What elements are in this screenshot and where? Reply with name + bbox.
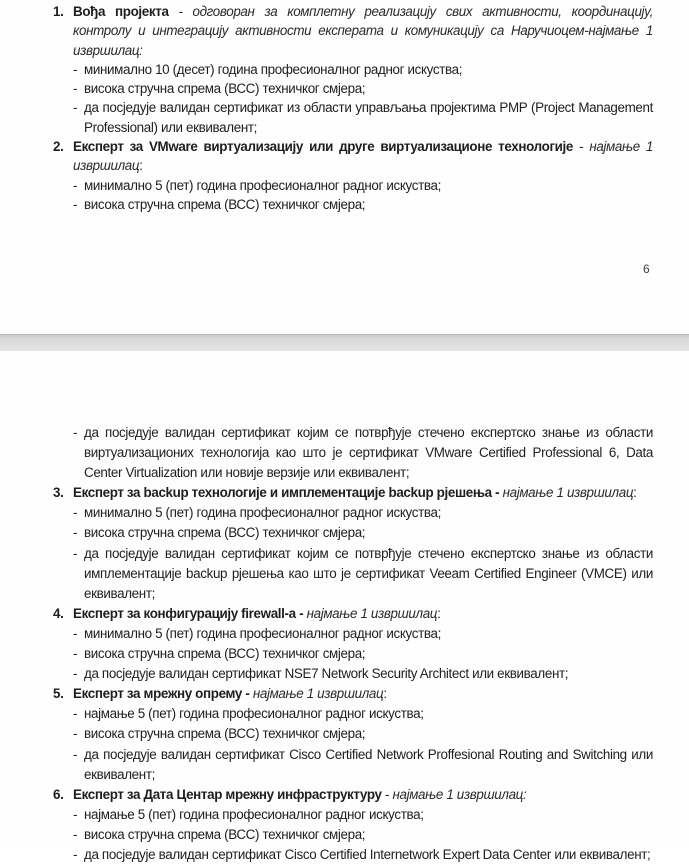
dash-bullet: - (73, 505, 78, 521)
list-item-datacenter-expert (53, 785, 653, 865)
dash-bullet: - (73, 846, 78, 862)
item-description: најмање 1 извршилац (73, 139, 653, 174)
page-6-content (53, 2, 653, 214)
list-item-vmware-expert (53, 137, 653, 214)
dash-bullet: - (73, 826, 78, 842)
requirement: - минимално 5 (пет) година професионалног радног искуства; (73, 176, 653, 195)
dash-bullet: - (73, 646, 78, 662)
requirement: - минимално 5 (пет) година професионалног радног искуства; (73, 624, 653, 644)
requirement: - висока стручна спрема (ВСС) техничког смјера; (73, 195, 653, 214)
item-heading: Експерт за конфигурацију firewall-a - најмање 1 извршилац: (73, 605, 441, 621)
dash-bullet: - (73, 525, 78, 541)
item-number: 2. (53, 139, 64, 155)
dash-bullet: - (73, 61, 78, 77)
dash-bullet: - (73, 196, 78, 212)
list-item-firewall-expert (53, 604, 653, 684)
item-description: најмање 1 извршилац (252, 686, 384, 702)
list-item-project-leader (53, 2, 653, 137)
requirement: - минимално 10 (десет) година професионалног радног искуства; (73, 60, 653, 79)
dash-bullet: - (73, 81, 78, 97)
requirement: - висока стручна спрема (ВСС) техничког смјера; (73, 644, 653, 664)
dash-bullet: - (73, 706, 78, 722)
item-number: 4. (53, 605, 64, 621)
dash-bullet: - (73, 545, 78, 561)
dash-bullet: - (73, 177, 78, 193)
requirement: - висока стручна спрема (ВСС) техничког смјера; (73, 724, 653, 744)
item-number: 1. (53, 4, 64, 19)
item-title: Вођа пројекта (73, 4, 169, 19)
item-title: Експерт за VMware виртуализацију или друге виртуализационе технологије (73, 139, 574, 155)
dash-bullet: - (73, 666, 78, 682)
page-separator (0, 334, 689, 351)
item-number: 5. (53, 686, 64, 702)
requirement: - минимално 5 (пет) година професионалног радног искуства; (73, 503, 653, 523)
dash-bullet: - (73, 806, 78, 822)
list-item-network-expert (53, 684, 653, 784)
item-heading: Експерт за VMware виртуализацију или друге виртуализационе технологије - најмање 1 извршилац: (73, 139, 653, 174)
dash-bullet: - (73, 425, 78, 440)
requirement: - најмање 5 (пет) година професионалног радног искуства; (73, 805, 653, 825)
requirement: - да посједује валидан сертификат из области управљања пројектима PMP (Project Management Professional) или еквивалент; (73, 100, 653, 135)
item-title: Експерт за Дата Центар мрежну инфраструктуру (73, 786, 382, 802)
dash-bullet: - (73, 726, 78, 742)
item-heading: Експерт за backup технологије и имплементације backup рјешења - најмање 1 извршилац: (73, 485, 637, 501)
item-description: најмање 1 извршилац (306, 605, 438, 621)
dash-bullet: - (73, 100, 78, 116)
requirement: - висока стручна спрема (ВСС) техничког смјера; (73, 79, 653, 98)
item-description: - одговоран за комплетну реализацију свих активности, координацију, контролу и интеграцију активности експерата и комуникацију са Наручиоцем-најмање 1 извршилац: (73, 4, 653, 58)
document-page-7 (0, 351, 689, 862)
dash-bullet: - (73, 746, 78, 762)
requirement: - да посједује валидан сертификат којим се потврђује стечено експертско знање из области имплементације backup рјешења као што је сертификат Veeam Certified Engineer (VMCE) или еквивалент; (73, 545, 653, 601)
continued-requirement: - да посједује валидан сертификат којим се потврђује стечено експертско знање из области виртуализационих технологија као што је сертификат VMware Certified Professional 6, Data Center Virtualization или новије верзије или еквивалент; (73, 425, 653, 481)
document-page-6 (0, 0, 689, 335)
item-number: 6. (53, 786, 64, 802)
item-heading: Експерт за мрежну опрему - најмање 1 извршилац: (73, 686, 387, 702)
item-description: најмање 1 извршилац: (392, 786, 527, 802)
item-heading: Експерт за Дата Центар мрежну инфраструктуру - најмање 1 извршилац: (73, 786, 527, 802)
dash-bullet: - (73, 625, 78, 641)
item-title: Експерт за backup технологије и имплементације backup рјешења (73, 485, 492, 501)
item-heading (73, 2, 653, 60)
item-title: Експерт за мрежну опрему (73, 686, 242, 702)
requirement: - висока стручна спрема (ВСС) техничког смјера; (73, 825, 653, 845)
requirement: - да посједује валидан сертификат Cisco Certified Network Proffesional Routing and Switching или еквивалент; (73, 746, 653, 782)
requirement: - висока стручна спрема (ВСС) техничког смјера; (73, 523, 653, 543)
item-description: најмање 1 извршилац (502, 485, 634, 501)
item-title: Експерт за конфигурацију firewall-a (73, 605, 296, 621)
page-number: 6 (643, 262, 650, 276)
requirement: - најмање 5 (пет) година професионалног радног искуства; (73, 704, 653, 724)
item-number: 3. (53, 485, 64, 501)
page-7-content (53, 423, 653, 865)
list-item-backup-expert (53, 483, 653, 604)
requirement: - да посједује валидан сертификат Cisco Certified Internetwork Expert Data Center или еквивалент; (73, 845, 653, 865)
requirement: - да посједује валидан сертификат NSE7 Network Security Architect или еквивалент; (73, 664, 653, 684)
